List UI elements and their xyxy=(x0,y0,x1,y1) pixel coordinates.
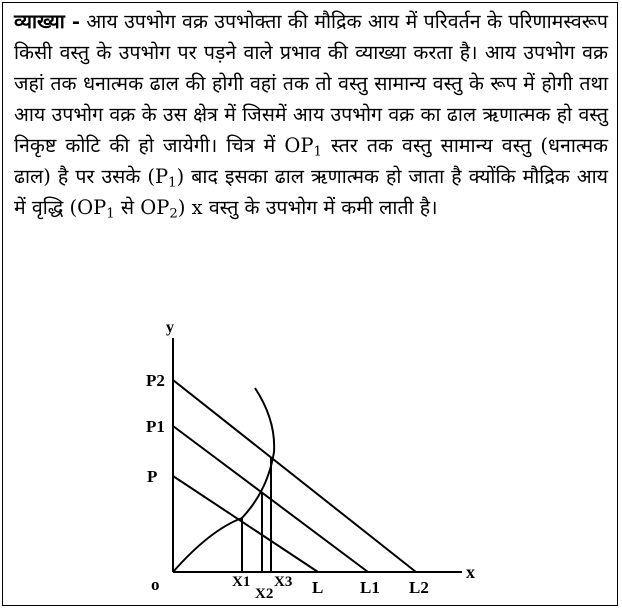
label-x2: X2 xyxy=(255,586,274,602)
label-p: P xyxy=(147,467,158,486)
label-p2: P2 xyxy=(146,371,165,390)
label-x1: X1 xyxy=(232,574,251,590)
label-l: L xyxy=(312,578,324,597)
subscript: 1 xyxy=(106,206,115,222)
paragraph-text: ) x वस्तु के उपभोग में कमी लाती है। xyxy=(177,196,438,219)
subscript: 1 xyxy=(313,144,322,160)
subscript: 1 xyxy=(168,175,177,191)
paragraph-text: आय उपभोग वक्र उपभोक्ता की मौद्रिक आय में परिवर्तन के परिणामस्वरूप किसी वस्तु के उपभोग पर पड़ने वाले प्रभाव की व्याख्या करता है। आय उपभोग वक्र जहां तक धनात्मक ढाल की होगी वहां तक तो वस्तु सामान्य वस्तु के रूप में होगी तथा आय उपभोग वक्र के उस क्षेत्र में जिसमें आय उपभोग वक्र का ढाल ऋणात्मक हो वस्तु निकृष्ट कोटि की हो जायेगी। चित्र में OP xyxy=(14,10,608,157)
paragraph-text: स्तर तक वस्तु सामान्य वस्तु (धनात्मक ढाल) है पर उसके (P xyxy=(14,134,608,188)
label-x3: X3 xyxy=(274,574,293,590)
y-axis-label: y xyxy=(166,319,174,336)
label-l1: L1 xyxy=(360,578,380,597)
x-axis-label: x xyxy=(466,562,475,582)
budget-line-p xyxy=(173,476,318,572)
heading: व्याख्या - xyxy=(14,10,80,33)
paragraph-text: से OP xyxy=(114,196,170,219)
budget-line-p2 xyxy=(173,380,416,572)
subscript: 2 xyxy=(169,206,178,222)
label-l2: L2 xyxy=(409,578,429,597)
paragraph-text: ) बाद इसका ढाल ऋणात्मक हो जाता है क्योंकि मौद्रिक आय में वृद्धि (OP xyxy=(14,165,608,219)
origin-label: o xyxy=(151,575,160,594)
label-p1: P1 xyxy=(146,417,165,436)
income-consumption-curve xyxy=(173,388,274,572)
